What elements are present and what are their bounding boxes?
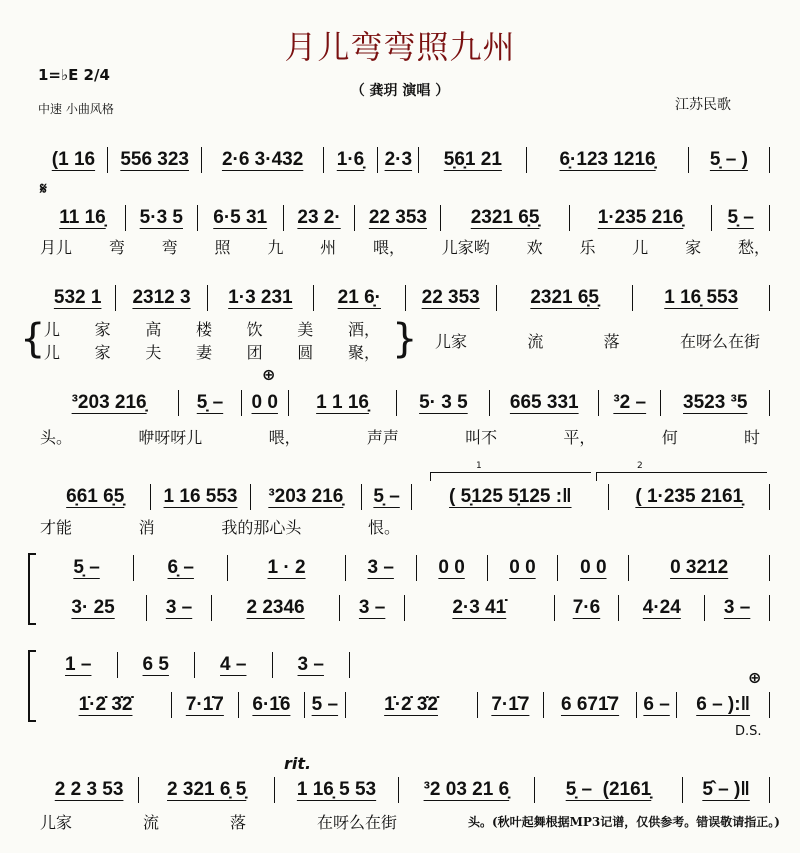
measure: 21 6̣· xyxy=(314,285,405,311)
staff-line xyxy=(40,652,350,678)
measure: 0 0 xyxy=(417,555,488,581)
measure: 5̣ – ) xyxy=(689,147,770,173)
lyric-word: 欢 xyxy=(526,238,543,257)
measure: 1 · 2 xyxy=(228,555,345,581)
measure: 5̣6̣1 21 xyxy=(419,147,527,173)
staff-line xyxy=(40,147,770,173)
lyric-word: 头。 xyxy=(40,428,73,447)
singer-credit: （ 龚玥 演唱 ） xyxy=(350,83,450,99)
lyric-word: 流 xyxy=(142,813,159,832)
lyric-word: 儿家哟 xyxy=(441,238,490,257)
lyric-word: 家 xyxy=(94,343,111,362)
lyric-word: 头。(秋叶起舞根据MP3记谱，仅供参考。错误敬请指正。) xyxy=(467,815,780,829)
lyric-word: 儿家 xyxy=(435,332,468,351)
measure: ³2 – xyxy=(599,390,661,416)
measure: 5̣ – xyxy=(40,555,134,581)
lyric-word: 声声 xyxy=(366,428,399,447)
measure: 3 – xyxy=(705,595,770,621)
lyric-word: 何 xyxy=(661,428,678,447)
lyric-word: 消 xyxy=(138,518,155,537)
song-origin: 江苏民歌 xyxy=(675,97,731,113)
coda-icon-end: ⊕ xyxy=(748,668,762,687)
lyric-word: 家 xyxy=(94,320,111,339)
measure: 2·3 xyxy=(378,147,419,173)
lyric-word: 楼 xyxy=(195,320,212,339)
lyric-word: 在呀么在街 xyxy=(316,813,397,832)
measure: 3 – xyxy=(346,555,417,581)
lyric-word: 喂， xyxy=(372,238,405,257)
lyric-word: 咿呀呀儿 xyxy=(138,428,203,447)
lyric-word: 乐 xyxy=(579,238,596,257)
measure: 5̂ – )‖ xyxy=(683,777,770,803)
measure: 5·3 5 xyxy=(126,205,198,231)
measure: 1·235 216̣ xyxy=(570,205,713,231)
lyric-brace-left: { xyxy=(20,316,46,362)
measure: 1 1 16̣ xyxy=(289,390,398,416)
measure: 4·24 xyxy=(619,595,705,621)
measure: ( 5̣125 5̣125 :‖ xyxy=(412,484,609,510)
measure: 1·3 231 xyxy=(208,285,314,311)
lyric-line xyxy=(40,518,400,537)
tempo-marking: 中速 小曲风格 xyxy=(38,102,114,116)
measure: ³203 216̣ xyxy=(40,390,179,416)
measure: 2 2346 xyxy=(212,595,340,621)
lyric-word: 州 xyxy=(320,238,337,257)
staff-line xyxy=(40,285,770,311)
lyric-word: 饮 xyxy=(246,320,263,339)
lyric-word: 团 xyxy=(246,343,263,362)
lyric-line xyxy=(44,343,380,362)
measure: 1·6̣ xyxy=(324,147,378,173)
lyric-word: 照 xyxy=(214,238,231,257)
lyric-line xyxy=(40,813,780,832)
volta-1-bracket: 1 xyxy=(430,472,591,481)
measure: 5̣ – xyxy=(179,390,241,416)
segno-icon: 𝄋 xyxy=(40,179,47,198)
measure: 0 0 xyxy=(558,555,629,581)
staff-line xyxy=(40,205,770,231)
measure: 556 323 xyxy=(108,147,203,173)
lyric-word: 家 xyxy=(685,238,702,257)
measure: 4 – xyxy=(195,652,273,678)
lyric-word: 儿家 xyxy=(40,813,73,832)
measure: ³2 03 21 6̣ xyxy=(399,777,535,803)
measure: 5· 3 5 xyxy=(397,390,490,416)
lyric-line xyxy=(40,428,760,447)
staff-line xyxy=(40,390,770,416)
measure: 1 16 553 xyxy=(151,484,250,510)
measure: 6̣61 6̣5̣ xyxy=(40,484,151,510)
measure: 6̣ – xyxy=(134,555,228,581)
measure: 1 16̣ 553 xyxy=(633,285,770,311)
lyric-word: 儿 xyxy=(44,320,61,339)
measure: 6 5 xyxy=(118,652,196,678)
lyric-word: 儿 xyxy=(632,238,649,257)
measure: 3523 ³5 xyxy=(661,390,770,416)
measure: 2312 3 xyxy=(116,285,207,311)
lyric-word: 流 xyxy=(527,332,544,351)
measure: 2·3 41̇ xyxy=(405,595,555,621)
measure: 2·6 3·432 xyxy=(202,147,323,173)
measure: 6·5 31 xyxy=(198,205,284,231)
measure: (1 16 xyxy=(40,147,108,173)
measure: 6̣·123 1216̣ xyxy=(527,147,688,173)
lyric-word: 时 xyxy=(743,428,760,447)
measure: 7·1̇7 xyxy=(172,692,239,718)
rit-marking: rit. xyxy=(284,754,312,773)
lyric-word: 九 xyxy=(267,238,284,257)
lyric-word: 高 xyxy=(145,320,162,339)
measure: 6 671̇7 xyxy=(544,692,637,718)
key-signature: 1=♭E 2/4 xyxy=(38,66,110,84)
lyric-word: 喂， xyxy=(268,428,301,447)
measure: 2321 6̣5̣ xyxy=(441,205,569,231)
measure: 5̣ – (2161̣ xyxy=(535,777,683,803)
lyric-word: 恨。 xyxy=(367,518,400,537)
measure: 1 16̣ 5 53 xyxy=(275,777,399,803)
staff-line xyxy=(40,692,770,718)
lyric-line xyxy=(435,332,760,351)
coda-icon: ⊕ xyxy=(262,365,276,384)
measure: ³203 216̣ xyxy=(251,484,362,510)
song-title: 月儿弯弯照九州 xyxy=(284,28,516,66)
measure: 3 – xyxy=(273,652,351,678)
lyric-word: 落 xyxy=(229,813,246,832)
measure: 5̣ – xyxy=(362,484,412,510)
measure: 0 0 xyxy=(242,390,289,416)
measure: ( 1·235 2161̣ xyxy=(609,484,770,510)
measure: 7·6 xyxy=(555,595,620,621)
lyric-word: 聚， xyxy=(347,343,380,362)
lyric-line xyxy=(40,238,770,257)
lyric-word: 圆 xyxy=(297,343,314,362)
measure: 23 2· xyxy=(284,205,356,231)
measure: 3 – xyxy=(340,595,405,621)
measure: 1 – xyxy=(40,652,118,678)
lyric-word: 妻 xyxy=(195,343,212,362)
volta-2-bracket: 2 xyxy=(596,472,767,481)
lyric-word: 美 xyxy=(297,320,314,339)
staff-line xyxy=(40,595,770,621)
measure: 6·1̇6 xyxy=(239,692,306,718)
measure: 3· 25 xyxy=(40,595,147,621)
lyric-word: 酒， xyxy=(347,320,380,339)
measure: 22 353 xyxy=(355,205,441,231)
measure: 532 1 xyxy=(40,285,116,311)
system-bracket xyxy=(28,553,36,625)
measure: 7·1̇7 xyxy=(478,692,545,718)
measure: 22 353 xyxy=(406,285,497,311)
measure: 11 16̣ xyxy=(40,205,126,231)
measure: 2 2 3 53 xyxy=(40,777,139,803)
measure: 5 – xyxy=(305,692,345,718)
lyric-word: 儿 xyxy=(44,343,61,362)
lyric-word: 才能 xyxy=(40,518,73,537)
lyric-word: 弯 xyxy=(161,238,178,257)
lyric-word: 月儿 xyxy=(40,238,73,257)
lyric-line xyxy=(44,320,380,339)
measure: 3 – xyxy=(147,595,212,621)
lyric-word: 我的那心头 xyxy=(221,518,302,537)
measure: 1̇·2̇ 3̇2̇ xyxy=(346,692,478,718)
measure: 665 331 xyxy=(490,390,599,416)
measure: 0 0 xyxy=(488,555,559,581)
measure: 5̣ – xyxy=(712,205,770,231)
ds-marking: D.S. xyxy=(735,724,762,739)
lyric-word: 在呀么在街 xyxy=(679,332,760,351)
staff-line xyxy=(40,777,770,803)
staff-line xyxy=(40,484,770,510)
lyric-word: 平， xyxy=(563,428,596,447)
lyric-word: 落 xyxy=(603,332,620,351)
measure: 6 – ):‖ xyxy=(677,692,770,718)
measure: 2321 6̣5̣ xyxy=(497,285,634,311)
lyric-word: 愁， xyxy=(737,238,770,257)
system-bracket xyxy=(28,650,36,722)
staff-line xyxy=(40,555,770,581)
measure: 1̇·2̇ 3̇2̇ xyxy=(40,692,172,718)
measure: 6 – xyxy=(637,692,677,718)
lyric-word: 夫 xyxy=(145,343,162,362)
lyric-word: 叫不 xyxy=(465,428,498,447)
lyric-brace-right: } xyxy=(392,316,418,362)
measure: 0 3212 xyxy=(629,555,770,581)
lyric-word: 弯 xyxy=(108,238,125,257)
measure: 2 321 6̣ 5̣ xyxy=(139,777,275,803)
